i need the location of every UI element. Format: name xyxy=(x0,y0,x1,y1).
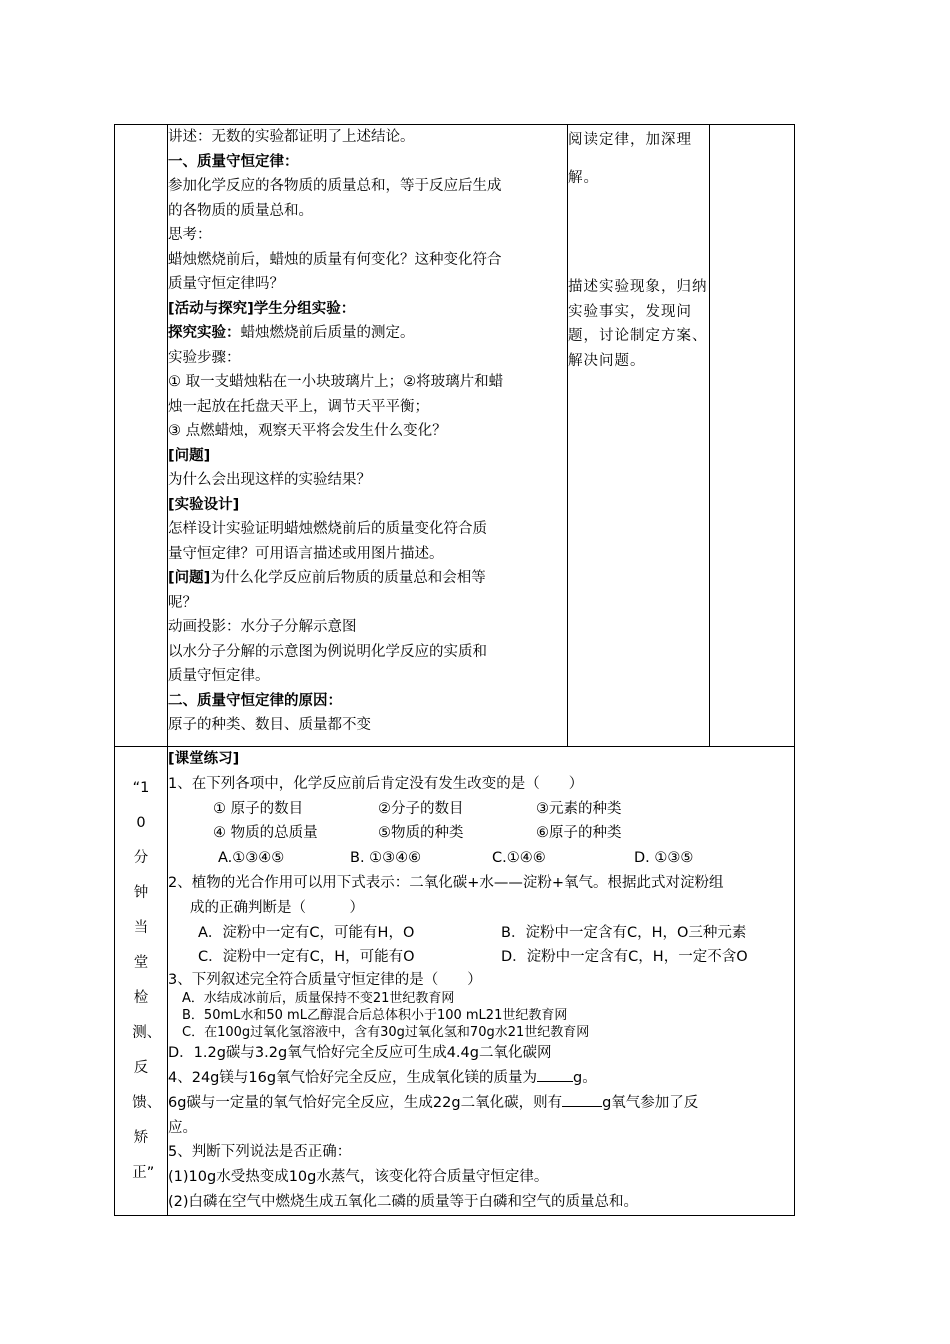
heading-design: [实验设计] xyxy=(168,496,240,513)
q5-statement: (2)白磷在空气中燃烧生成五氧化二磷的质量等于白磷和空气的质量总和。 xyxy=(168,1193,639,1210)
q1-choice: C.①④⑥ xyxy=(492,850,546,867)
text-line xyxy=(168,566,567,591)
text-line: 讲述：无数的实验都证明了上述结论。 xyxy=(168,129,415,145)
q4-unit: g。 xyxy=(573,1069,597,1086)
q1-item: ④ 物质的总质量 xyxy=(213,825,318,842)
question-3: 3、下列叙述完全符合质量守恒定律的是（ ） xyxy=(168,972,482,989)
exercise-cell xyxy=(168,747,795,1216)
q1-items-row xyxy=(168,821,794,846)
question-2: 2、植物的光合作用可以用下式表示：二氧化碳+水——淀粉+氧气。根据此式对淀粉组 xyxy=(168,874,724,891)
answer-blank[interactable] xyxy=(537,1081,573,1082)
text-line: 参加化学反应的各物质的质量总和，等于反应后生成 xyxy=(168,178,502,194)
q3-choice: C．在100g过氧化氢溶液中，含有30g过氧化氢和70g水21世纪教育网 xyxy=(182,1025,590,1041)
q2-choice: B．淀粉中一定含有C，H，O三种元素 xyxy=(501,924,747,941)
q1-choice: D. ①③⑤ xyxy=(634,850,694,867)
text-line: ③ 点燃蜡烛，观察天平将会发生什么变化？ xyxy=(168,423,447,439)
heading-law: 一、质量守恒定律： xyxy=(168,153,299,170)
section-label-text: “10分钟当堂检测、反馈、矫正” xyxy=(132,779,162,1181)
student-activity-cell xyxy=(568,125,710,747)
text-line: 原子的种类、数目、质量都不变 xyxy=(168,717,371,733)
table-row xyxy=(115,747,795,1216)
q2-choice: A．淀粉中一定有C，可能有H，O xyxy=(198,924,415,941)
q2-choice: D．淀粉中一定含有C，H，一定不含O xyxy=(501,949,748,966)
text-line: 质量守恒定律吗？ xyxy=(168,276,284,292)
student-activity-read: 阅读定律，加深理解。 xyxy=(568,132,692,186)
text-line: 的各物质的质量总和。 xyxy=(168,202,313,219)
q4-text: 4、24g镁与16g氧气恰好完全反应，生成氧化镁的质量为 xyxy=(168,1069,538,1086)
question-1: 1、在下列各项中，化学反应前后肯定没有发生改变的是（ ） xyxy=(168,775,584,792)
text-line: 怎样设计实验证明蜡烛燃烧前后的质量变化符合质 xyxy=(168,521,487,537)
text-line: 质量守恒定律。 xyxy=(168,668,270,684)
heading-reason: 二、质量守恒定律的原因： xyxy=(168,692,342,709)
q3-choices xyxy=(168,990,794,1041)
section-label xyxy=(115,747,168,1216)
text-line: 动画投影：水分子分解示意图 xyxy=(168,619,357,635)
text-line: 烛一起放在托盘天平上，调节天平平衡； xyxy=(168,398,429,415)
q4b-unit: g氧气参加了反 xyxy=(602,1094,699,1111)
q1-item: ③元素的种类 xyxy=(536,800,622,817)
text-line: 为什么会出现这样的实验结果？ xyxy=(168,472,371,488)
q1-item: ⑤物质的种类 xyxy=(378,825,464,842)
q4b-text: 6g碳与一定量的氧气恰好完全反应，生成22g二氧化碳，则有 xyxy=(168,1094,563,1111)
q1-choices xyxy=(168,846,794,871)
heading-activity: [活动与探究]学生分组实验： xyxy=(168,300,356,317)
q2-choices-row xyxy=(168,921,794,946)
q2-choice: C．淀粉中一定有C，H，可能有O xyxy=(198,949,415,966)
q3-choice-d: D．1.2g碳与3.2g氧气恰好完全反应可生成4.4g二氧化碳网 xyxy=(168,1045,552,1062)
lesson-table xyxy=(114,124,795,1216)
question-4b-cont: 应。 xyxy=(168,1119,197,1136)
left-label-cell-empty xyxy=(115,125,168,747)
question-4 xyxy=(168,1066,794,1091)
label-explore: 探究实验： xyxy=(168,325,241,341)
text-line: ① 取一支蜡烛粘在一小块玻璃片上；②将玻璃片和蜡 xyxy=(168,374,504,390)
teacher-activity-cell xyxy=(168,125,568,747)
heading-question: [问题] xyxy=(168,447,211,464)
q5-statement: (1)10g水受热变成10g水蒸气，该变化符合质量守恒定律。 xyxy=(168,1169,549,1186)
question-2-cont: 成的正确判断是（ ） xyxy=(190,899,364,916)
text-line: 量守恒定律？可用语言描述或用图片描述。 xyxy=(168,545,444,562)
q3-choice: A．水结成冰前后，质量保持不变21世纪教育网 xyxy=(182,991,455,1007)
text-explore: 蜡烛燃烧前后质量的测定。 xyxy=(240,325,415,341)
answer-blank[interactable] xyxy=(562,1106,602,1107)
q1-item: ⑥原子的种类 xyxy=(536,825,622,842)
label-question: [问题] xyxy=(168,570,211,586)
text-line: 实验步骤： xyxy=(168,349,241,366)
q2-choices-row xyxy=(168,945,794,970)
q1-items-row xyxy=(168,797,794,822)
text-line: 蜡烛燃烧前后，蜡烛的质量有何变化？这种变化符合 xyxy=(168,251,502,268)
student-activity-describe: 描述实验现象，归纳实验事实，发现问题，讨论制定方案、解决问题。 xyxy=(568,279,708,369)
table-row xyxy=(115,125,795,747)
text-question: 为什么化学反应前后物质的质量总和会相等 xyxy=(210,570,486,586)
text-line: 呢？ xyxy=(168,594,197,611)
q1-item: ②分子的数目 xyxy=(378,800,464,817)
notes-cell xyxy=(710,125,795,747)
exercise-heading: [课堂练习] xyxy=(168,751,240,767)
q3-choice: B．50mL水和50 mL乙醇混合后总体积小于100 mL21世纪教育网 xyxy=(182,1008,568,1024)
q1-item: ① 原子的数目 xyxy=(213,800,304,817)
text-line: 思考： xyxy=(168,227,212,243)
text-line xyxy=(168,321,567,346)
text-line: 以水分子分解的示意图为例说明化学反应的实质和 xyxy=(168,643,487,660)
question-4b xyxy=(168,1091,794,1116)
question-5: 5、判断下列说法是否正确： xyxy=(168,1144,352,1161)
q1-choice: B. ①③④⑥ xyxy=(350,850,422,867)
q1-choice: A.①③④⑤ xyxy=(218,850,285,867)
